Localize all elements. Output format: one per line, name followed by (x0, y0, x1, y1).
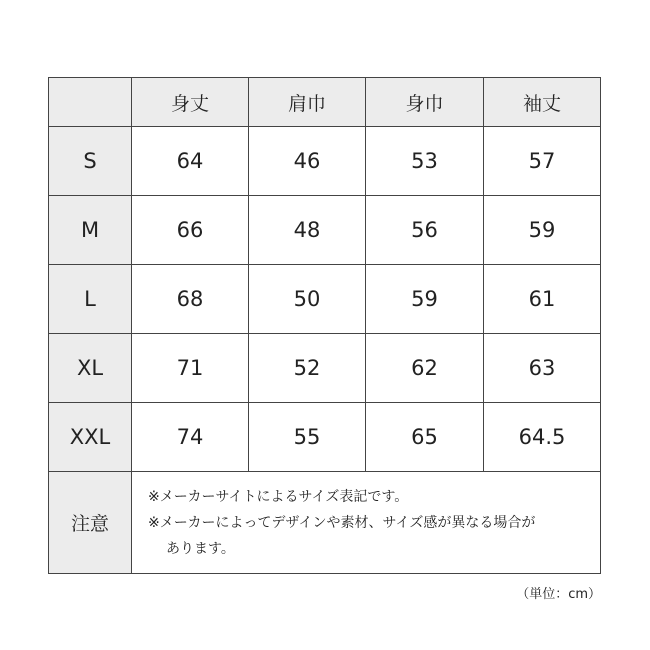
table-cell: 52 (249, 334, 366, 403)
table-cell: 62 (366, 334, 484, 403)
table-row-l (49, 265, 601, 334)
table-row-xl (49, 334, 601, 403)
note-line: あります。 (166, 540, 235, 557)
table-cell: 53 (366, 127, 484, 196)
note-line: ※メーカーサイトによるサイズ表記です。 (148, 488, 409, 505)
table-cell: 71 (132, 334, 249, 403)
notes-text (132, 472, 601, 574)
header-row (49, 78, 601, 127)
table-cell: 59 (484, 196, 601, 265)
table-cell: 64.5 (484, 403, 601, 472)
table-cell: 46 (249, 127, 366, 196)
table-cell: 66 (132, 196, 249, 265)
header-body-width: 身巾 (366, 78, 484, 127)
size-label: XXL (49, 403, 132, 472)
size-label: XL (49, 334, 132, 403)
table-cell: 63 (484, 334, 601, 403)
table-cell: 59 (366, 265, 484, 334)
table-cell: 56 (366, 196, 484, 265)
size-label: L (49, 265, 132, 334)
table-cell: 50 (249, 265, 366, 334)
corner-cell (49, 78, 132, 127)
unit-label: （単位：cm） (516, 587, 601, 602)
header-shoulder-width: 肩巾 (249, 78, 366, 127)
note-line: ※メーカーによってデザインや素材、サイズ感が異なる場合が (148, 514, 536, 531)
notes-label: 注意 (49, 472, 132, 574)
table-cell: 64 (132, 127, 249, 196)
table-cell: 61 (484, 265, 601, 334)
table-cell: 55 (249, 403, 366, 472)
table-cell: 48 (249, 196, 366, 265)
table-cell: 68 (132, 265, 249, 334)
size-label: S (49, 127, 132, 196)
header-body-length: 身丈 (132, 78, 249, 127)
table-cell: 57 (484, 127, 601, 196)
table-cell: 65 (366, 403, 484, 472)
size-label: M (49, 196, 132, 265)
table-row-s (49, 127, 601, 196)
table-cell: 74 (132, 403, 249, 472)
size-chart-table (48, 77, 601, 574)
table-row-m (49, 196, 601, 265)
table-row-xxl (49, 403, 601, 472)
header-sleeve-length: 袖丈 (484, 78, 601, 127)
notes-row (49, 472, 601, 574)
